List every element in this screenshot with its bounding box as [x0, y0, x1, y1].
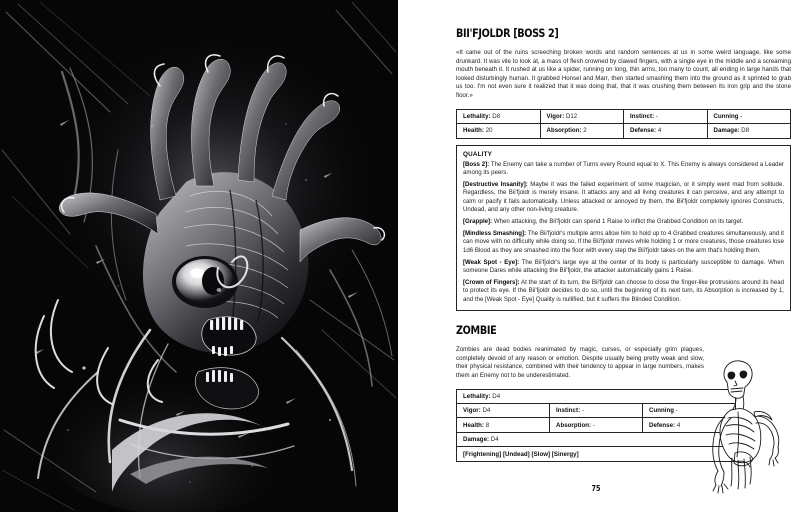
- stat-cell-health: [457, 124, 541, 138]
- quality-text: At the start of its turn, the Bii'fjoldr can choose to close the finger-like protrusions around its head to protect its eye. If the Bii'fjoldr decides to do so, until the beginning of its next turn, its Absorption is increased by 1, and the [Weak Spot - Eye] Quality is nullified, but it suffers the Blinded Condition.: [463, 278, 784, 303]
- stat-cell-absorption: [550, 418, 643, 432]
- stat-label: Damage:: [713, 127, 740, 135]
- quality-text: The Enemy can take a number of Turns every Round equal to X. This Enemy is always considered a Leader among its peers.: [463, 160, 784, 176]
- stat-label: Health:: [463, 127, 485, 135]
- stat-label: Cunning: [713, 112, 739, 120]
- stat-label: Vigor:: [463, 407, 481, 415]
- stat-cell-lethality: [457, 389, 736, 403]
- stat-value: D4: [490, 436, 499, 444]
- stat-cell-cunning: [707, 109, 791, 123]
- page-number: 75: [591, 484, 601, 493]
- stat-value: D4: [492, 392, 501, 400]
- stat-value: D8: [492, 112, 501, 120]
- stat-value: -: [581, 407, 584, 415]
- stat-label: Health:: [463, 421, 485, 429]
- stat-cell-instinct: [550, 403, 643, 417]
- quality-crown-of-fingers: [463, 279, 784, 304]
- table-row: [457, 432, 736, 446]
- stat-cell-damage: [457, 432, 736, 446]
- stat-table-zombie: [456, 389, 736, 462]
- stat-label: Lethality:: [463, 112, 491, 120]
- stat-cell-damage: [707, 124, 791, 138]
- quality-name: [Mindless Smashing]:: [463, 229, 527, 237]
- stat-label: Absorption:: [556, 421, 592, 429]
- quality-text: Maybe it was the failed experiment of some magician, or it simply went mad from solitude. Regardless, the Bii'fjoldr is merely insane. It attacks any and all living creatures it can perceive, and any attempt to calm or pacify it fails automatically. Unless attacked or annoyed by them, the Bii'fjoldr completely ignores Constructs, Undead, and any other non-living creature.: [463, 180, 785, 214]
- stat-label: Instinct:: [556, 407, 581, 415]
- stat-value: D4: [482, 407, 491, 415]
- stat-cell-health: [457, 418, 550, 432]
- stat-value: 4: [676, 421, 681, 429]
- quality-name: [Crown of Fingers]:: [463, 278, 520, 286]
- quality-text: When attacking, the Bii'fjoldr can spend 1 Raise to inflict the Grabbed Condition on its target.: [492, 217, 744, 225]
- stat-cell-defense: [643, 418, 736, 432]
- quality-boss2: [463, 161, 784, 178]
- flavor-text-biifjoldr: «It came out of the ruins screeching broken words and random sentences at us in some weird language, like some drunkard. It was vile to look at, a mass of flesh crowned by clawed fingers, with a single eye in the middle and a screaming mouth beneath it. It rushed at us like a spider, running on long, thin arms, too many to count, all ending in large hands that looked disturbingly human. It grabbed Honsel and Marr, then started smashing them into the ground as it sprinted to grab us too. I'm not even sure it realized that it was doing that, that it was crushing them between its iron grip and the stone floor.»: [456, 49, 791, 99]
- stat-value: -: [675, 407, 678, 415]
- quality-text: The Bii'fjoldr's large eye at the center of its body is particularly susceptible to damage. When someone Dares while attacking the Bii'fjoldr, the attacker automatically gains 1 Raise.: [463, 258, 785, 274]
- stat-label: Absorption:: [546, 127, 582, 135]
- stat-value: 8: [485, 421, 490, 429]
- stat-value: -: [740, 112, 743, 120]
- page-title-zombie: ZOMBIE: [456, 323, 497, 338]
- quality-box-biifjoldr: [456, 145, 791, 312]
- stat-cell-absorption: [540, 124, 624, 138]
- stat-cell-defense: [624, 124, 708, 138]
- stat-value: 2: [583, 127, 587, 135]
- quality-grapple: [463, 218, 784, 226]
- stat-cell-tags: [457, 447, 736, 461]
- quality-mindless-smashing: [463, 230, 784, 255]
- text-column: [398, 0, 794, 512]
- quality-destructive-insanity: [463, 181, 784, 215]
- stat-label: Vigor:: [546, 112, 565, 120]
- stat-label: Defense:: [649, 421, 676, 429]
- stat-label: Lethality:: [463, 392, 491, 400]
- tag-list: [Frightening] [Undead] [Slow] [Sinergy]: [463, 450, 579, 458]
- quality-name: [Weak Spot - Eye]:: [463, 258, 520, 266]
- stat-cell-instinct: [624, 109, 708, 123]
- quality-name: [Destructive Insanity]:: [463, 180, 528, 188]
- table-row: [457, 389, 736, 403]
- stat-value: 20: [485, 127, 493, 135]
- stat-cell-lethality: [457, 109, 541, 123]
- stat-cell-cunning: [643, 403, 736, 417]
- quality-name: [Grapple]:: [463, 217, 493, 225]
- quality-text: The Bii'fjoldr's multiple arms allow him to hold up to 4 Grabbed creatures simultaneously, and it can move with no difficulty while doing so. If the Bii'fjoldr moves while holding 1 or more creatures, those creatures lose 1d6 Blood as they are smashed into the floor with every step the Bii'fjoldr takes on the arm that's holding them.: [463, 229, 784, 254]
- stat-cell-vigor: [457, 403, 550, 417]
- stat-label: Defense:: [630, 127, 657, 135]
- stat-value: -: [655, 112, 658, 120]
- table-row: [457, 447, 736, 461]
- stat-value: 4: [657, 127, 662, 135]
- intro-text-zombie: Zombies are dead bodies reanimated by magic, curses, or especially grim plagues, completely devoid of any reason or emotion. Despite usually being pretty weak and slow, their physical resistance, combined with their tendency to appear in large numbers, makes them an Enemy not to be underestimated.: [456, 346, 704, 379]
- stat-value: D8: [741, 127, 750, 135]
- table-row: [457, 109, 791, 123]
- quality-weak-spot-eye: [463, 259, 784, 276]
- stat-table-biifjoldr: [456, 109, 791, 139]
- stat-label: Instinct:: [630, 112, 655, 120]
- quality-name: [Boss 2]:: [463, 160, 490, 168]
- table-row: [457, 124, 791, 138]
- stat-label: Cunning: [649, 407, 675, 415]
- stat-label: Damage:: [463, 436, 490, 444]
- table-row: [457, 403, 736, 417]
- stat-cell-vigor: [540, 109, 624, 123]
- stat-value: D12: [566, 112, 578, 120]
- quality-heading: QUALITY: [463, 150, 493, 158]
- page-title-biifjoldr: BII'FJOLDR [BOSS 2]: [456, 26, 559, 40]
- stat-value: -: [592, 421, 595, 429]
- table-row: [457, 418, 736, 432]
